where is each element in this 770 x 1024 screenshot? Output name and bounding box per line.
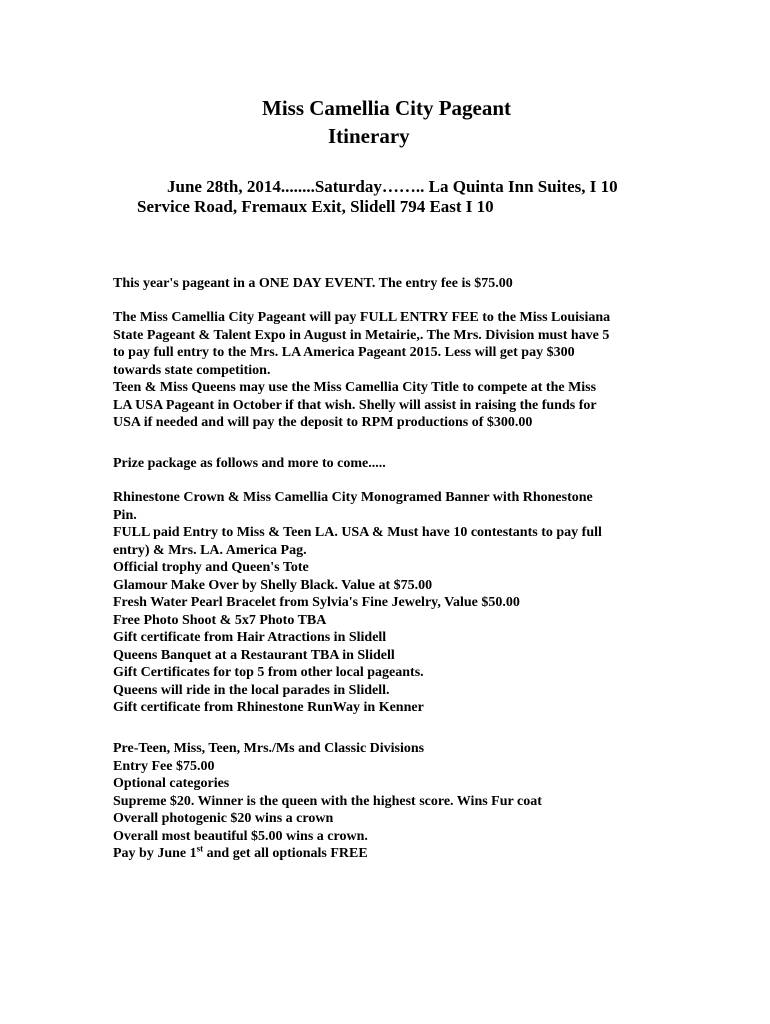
text-line: Prize package as follows and more to come..... [113,456,386,471]
early-pay-superscript: st [196,843,204,854]
early-pay-line [113,845,673,863]
text-line: This year's pageant in a ONE DAY EVENT. The entry fee is $75.00 [113,276,513,291]
prize-list [113,489,673,717]
entry-fee-paragraph [113,309,673,432]
prize-item: Rhinestone Crown & Miss Camellia City Monogramed Banner with Rhonestone [113,490,593,505]
text-line: The Miss Camellia City Pageant will pay FULL ENTRY FEE to the Miss Louisiana [113,310,611,325]
early-pay-prefix: Pay by June 1 [113,846,197,861]
early-pay-suffix: and get all optionals FREE [203,846,368,861]
prize-package-heading [113,455,673,473]
prize-item: Gift Certificates for top 5 from other local pageants. [113,665,424,680]
division-line: Optional categories [113,776,230,791]
prize-item: Queens will ride in the local parades in Slidell. [113,682,390,698]
text-line: to pay full entry to the Mrs. LA America Pageant 2015. Less will get pay $300 [113,345,575,360]
division-line: Entry Fee $75.00 [113,758,215,774]
prize-item: entry) & Mrs. LA. America Pag. [113,542,307,558]
prize-item: Gift certificate from Hair Atractions in Slidell [113,630,387,645]
text-line: towards state competition. [113,362,271,378]
event-address: Service Road, Fremaux Exit, Slidell 794 East I 10 [137,197,494,216]
text-line: Teen & Miss Queens may use the Miss Camellia City Title to compete at the Miss [113,380,597,395]
divisions-and-optionals [113,740,673,863]
prize-item: Official trophy and Queen's Tote [113,560,309,575]
prize-item: FULL paid Entry to Miss & Teen LA. USA & Must have 10 contestants to pay full [113,525,602,540]
division-line: Pre-Teen, Miss, Teen, Mrs./Ms and Classic Divisions [113,741,425,756]
prize-item: Gift certificate from Rhinestone RunWay in Kenner [113,700,424,715]
event-date-location: June 28th, 2014........Saturday…….. La Quinta Inn Suites, I 10 [167,177,618,196]
division-line: Overall most beautiful $5.00 wins a crown. [113,828,368,844]
text-line: LA USA Pageant in October if that wish. Shelly will assist in raising the funds for [113,397,597,413]
prize-item: Pin. [113,507,137,523]
prize-item: Glamour Make Over by Shelly Black. Value at $75.00 [113,577,433,593]
text-line: State Pageant & Talent Expo in August in Metairie,. The Mrs. Division must have 5 [113,327,610,343]
prize-item: Queens Banquet at a Restaurant TBA in Slidell [113,647,395,663]
page-subtitle: Itinerary [328,124,410,148]
text-line: USA if needed and will pay the deposit to RPM productions of $300.00 [113,415,533,430]
prize-item: Fresh Water Pearl Bracelet from Sylvia's Fine Jewelry, Value $50.00 [113,595,520,610]
page-title: Miss Camellia City Pageant [262,96,512,120]
division-line: Supreme $20. Winner is the queen with the highest score. Wins Fur coat [113,793,542,809]
one-day-event-notice [113,275,673,293]
division-line: Overall photogenic $20 wins a crown [113,811,334,826]
prize-item: Free Photo Shoot & 5x7 Photo TBA [113,612,327,628]
